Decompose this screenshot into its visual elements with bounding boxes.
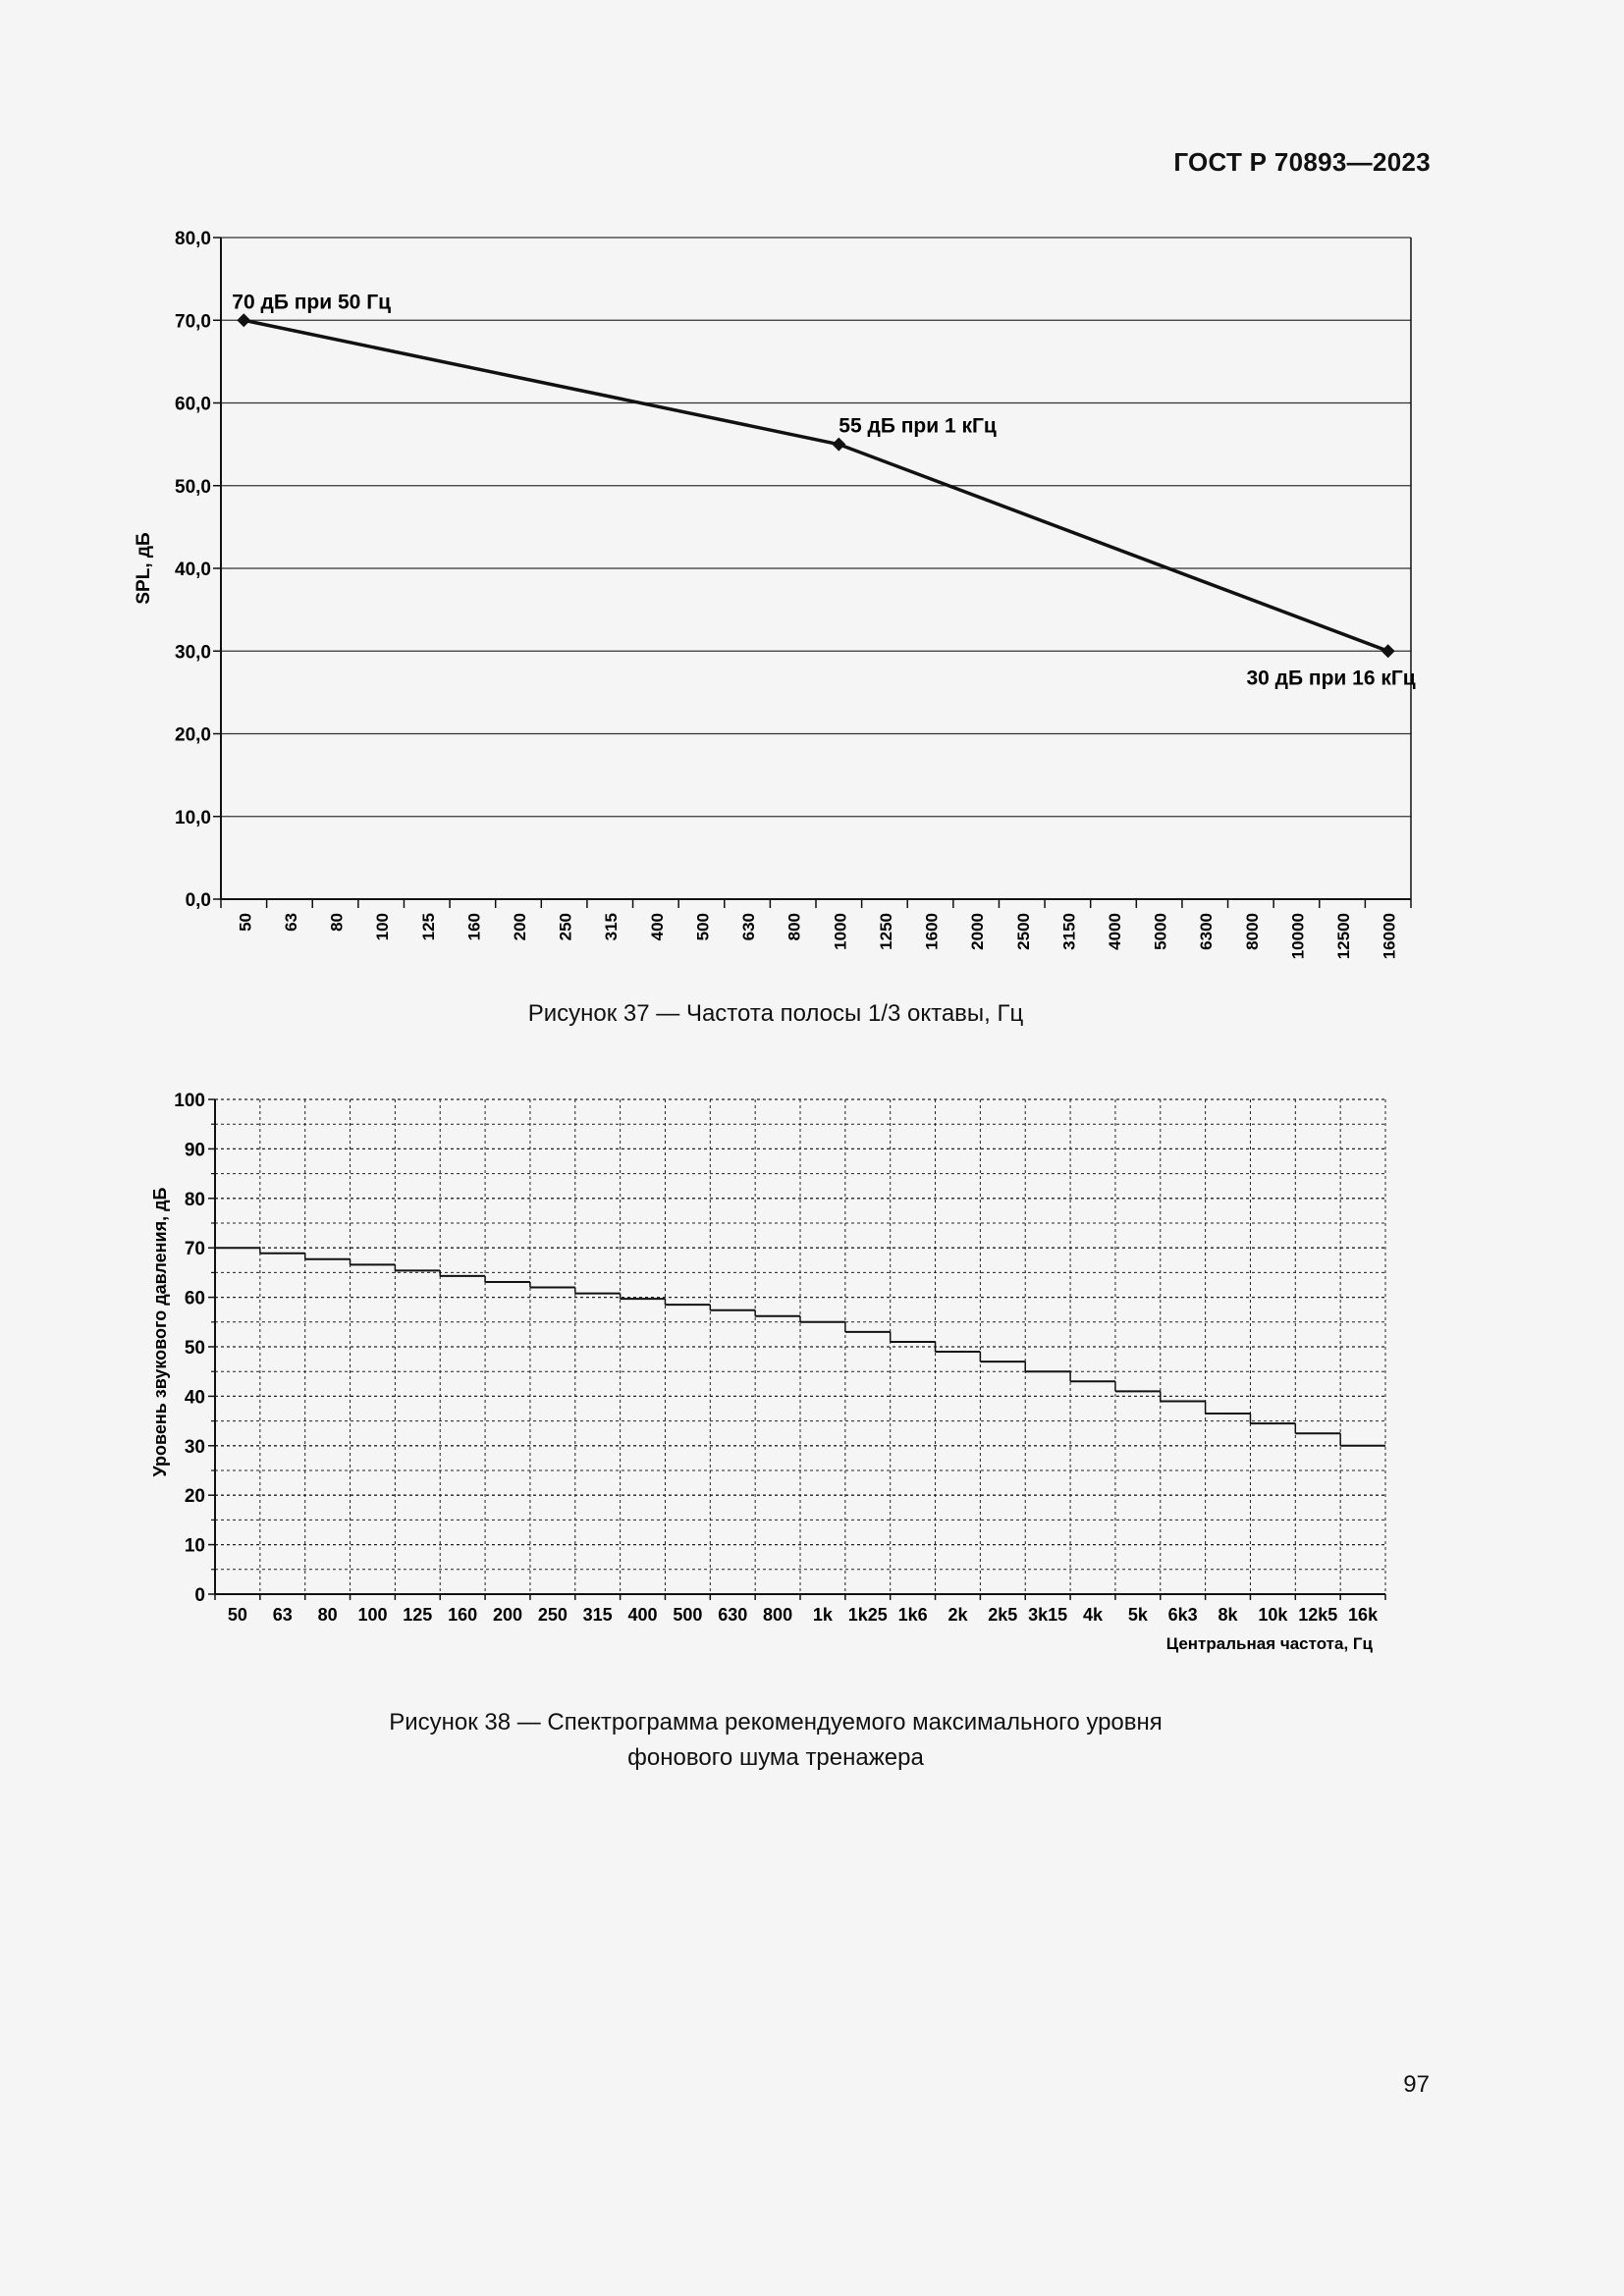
x-tick-label: 400 [627, 1605, 658, 1625]
x-tick-label: 2k5 [988, 1605, 1018, 1625]
x-tick-label: 800 [785, 913, 804, 941]
page-number: 97 [1403, 2071, 1430, 2098]
x-tick-label: 12500 [1334, 913, 1354, 960]
x-tick-label: 100 [373, 913, 393, 941]
x-tick-label: 1600 [922, 913, 942, 950]
y-tick-label: 30 [184, 1436, 205, 1458]
y-tick-label: 10,0 [175, 807, 211, 828]
y-axis-label: SPL, дБ [134, 532, 154, 605]
x-tick-label: 50 [227, 1605, 247, 1625]
x-tick-label: 200 [492, 1605, 523, 1625]
x-tick-label: 12k5 [1298, 1605, 1338, 1625]
y-tick-label: 10 [184, 1535, 205, 1557]
x-tick-label: 10k [1258, 1605, 1288, 1625]
figure-38-caption [0, 1705, 1551, 1776]
y-tick-label: 50,0 [175, 476, 211, 498]
x-tick-label: 6k3 [1167, 1605, 1198, 1625]
x-axis-label: Центральная частота, Гц [1165, 1634, 1373, 1653]
x-tick-label: 50 [236, 913, 255, 932]
x-tick-label: 4k [1082, 1605, 1104, 1625]
x-tick-label: 500 [693, 913, 713, 941]
x-tick-label: 6300 [1197, 913, 1217, 950]
x-tick-label: 315 [582, 1605, 613, 1625]
y-tick-label: 70 [184, 1239, 205, 1260]
x-tick-label: 800 [763, 1605, 793, 1625]
data-label: 30 дБ при 16 кГц [1246, 667, 1416, 690]
figure-38-caption-line-2: фонового шума тренажера [627, 1744, 924, 1771]
x-tick-label: 100 [357, 1605, 388, 1625]
x-tick-label: 315 [602, 913, 622, 941]
x-tick-label: 250 [537, 1605, 568, 1625]
y-tick-label: 80,0 [175, 229, 211, 249]
x-tick-label: 80 [317, 1605, 338, 1625]
x-tick-label: 630 [718, 1605, 748, 1625]
y-tick-label: 90 [184, 1140, 205, 1161]
x-tick-label: 500 [673, 1605, 703, 1625]
x-tick-label: 1000 [831, 913, 850, 950]
y-tick-label: 70,0 [175, 311, 211, 333]
x-tick-label: 63 [272, 1605, 293, 1625]
x-tick-label: 16k [1348, 1605, 1379, 1625]
y-tick-label: 0,0 [185, 890, 211, 911]
x-tick-label: 160 [448, 1605, 478, 1625]
y-tick-label: 80 [184, 1189, 205, 1210]
x-tick-label: 200 [511, 913, 529, 941]
y-tick-label: 100 [174, 1091, 205, 1111]
y-tick-label: 40,0 [175, 560, 211, 580]
y-tick-label: 40 [184, 1387, 205, 1409]
x-tick-label: 1k6 [897, 1605, 928, 1625]
y-tick-label: 20,0 [175, 724, 211, 746]
y-tick-label: 50 [184, 1338, 205, 1359]
x-tick-label: 3k15 [1028, 1605, 1068, 1625]
y-tick-label: 20 [184, 1486, 205, 1508]
x-tick-label: 400 [647, 913, 667, 941]
x-tick-label: 10000 [1288, 913, 1308, 960]
x-tick-label: 8k [1218, 1605, 1238, 1625]
figure-38-caption-line-1: Рисунок 38 — Спектрограмма рекомендуемого максимального уровня [389, 1709, 1163, 1735]
x-tick-label: 80 [327, 913, 347, 932]
x-tick-label: 250 [556, 913, 575, 941]
x-tick-label: 1250 [876, 913, 895, 950]
x-tick-label: 4000 [1106, 913, 1124, 950]
x-tick-label: 3150 [1059, 913, 1079, 950]
x-tick-label: 2k [947, 1605, 968, 1625]
x-tick-label: 1k [812, 1605, 833, 1625]
x-tick-label: 160 [464, 913, 484, 941]
document-header: ГОСТ Р 70893—2023 [1173, 147, 1431, 177]
y-tick-label: 60,0 [175, 394, 211, 415]
x-tick-label: 5000 [1151, 913, 1170, 950]
x-tick-label: 125 [403, 1605, 433, 1625]
x-tick-label: 8000 [1242, 913, 1262, 950]
y-tick-label: 30,0 [175, 642, 211, 664]
x-tick-label: 5k [1127, 1605, 1148, 1625]
x-tick-label: 2500 [1013, 913, 1033, 950]
y-tick-label: 0 [194, 1585, 205, 1606]
x-tick-label: 630 [739, 913, 759, 941]
data-label: 55 дБ при 1 кГц [839, 414, 997, 438]
x-tick-label: 16000 [1380, 913, 1399, 960]
x-tick-label: 2000 [968, 912, 988, 950]
y-axis-label: Уровень звукового давления, дБ [150, 1187, 170, 1477]
x-tick-label: 63 [281, 913, 300, 932]
x-tick-label: 125 [418, 913, 438, 941]
figure-37-caption: Рисунок 37 — Частота полосы 1/3 октавы, Гц [527, 1000, 1024, 1027]
y-tick-label: 60 [184, 1288, 205, 1309]
x-tick-label: 1k25 [847, 1605, 888, 1625]
data-label: 70 дБ при 50 Гц [232, 291, 392, 314]
